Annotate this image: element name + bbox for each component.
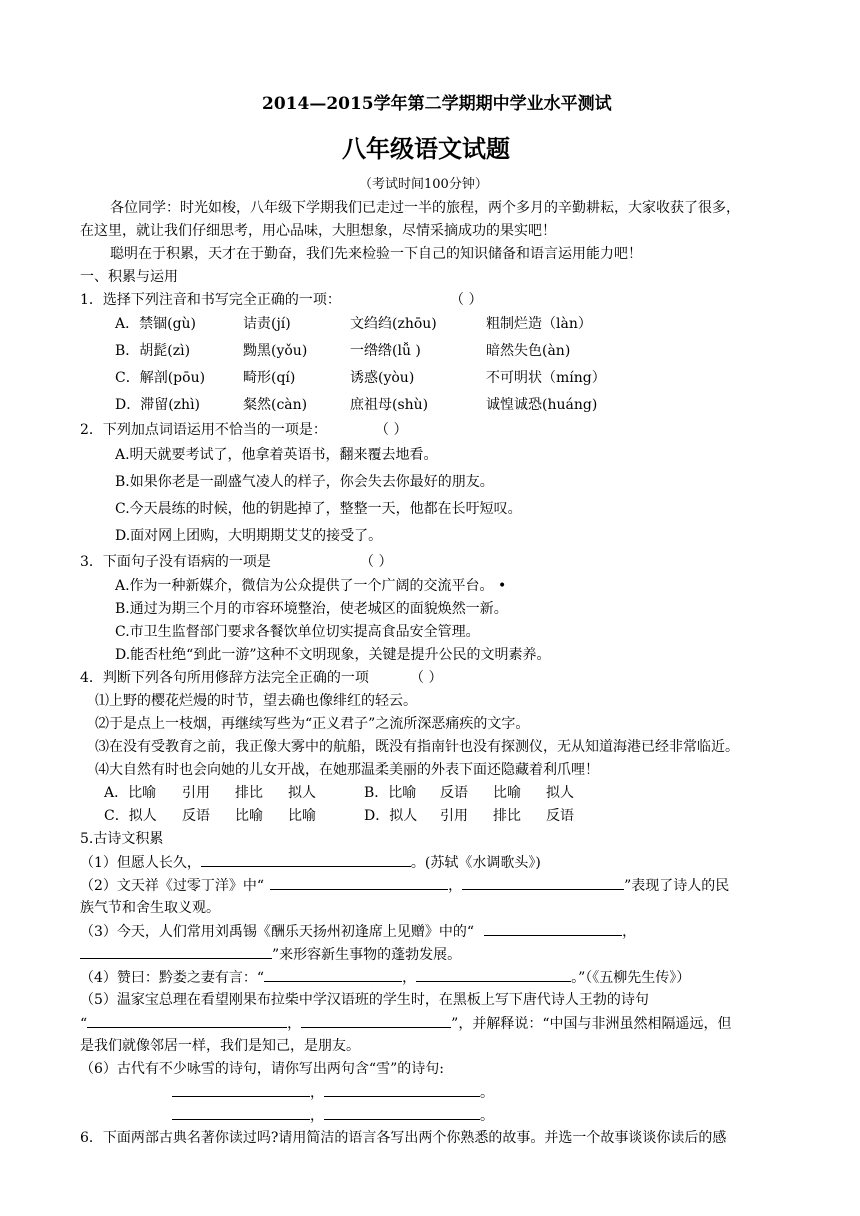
q5-item-3-cont: ”来形容新生事物的蓬勃发展。	[80, 944, 461, 965]
q1-option-a-1: A．禁锢(gù)	[115, 316, 197, 332]
q5-item-6-line-1: ， 。	[172, 1082, 494, 1103]
q1-option-b-4: 暗然失色(àn)	[486, 343, 571, 359]
q5-item-3: （3）今天，人们常用刘禹锡《酬乐天扬州初逢席上见赠》中的“ ，	[80, 921, 636, 942]
question-5-stem: 5.古诗文积累	[80, 831, 164, 847]
q5-blank-1[interactable]	[201, 852, 411, 867]
q4-choice-d-2: 引用	[440, 808, 468, 824]
q3-option-b: B.通过为期三个月的市容环境整治，使老城区的面貌焕然一新。	[115, 601, 508, 617]
q5-blank-2b[interactable]	[462, 875, 624, 890]
q1-option-c-2: 畸形(qí)	[243, 370, 296, 386]
q5-item-1: （1）但愿人长久， 。(苏轼《水调歌头》)	[80, 852, 541, 873]
q1-option-b-2: 黝黑(yǒu)	[243, 343, 308, 359]
q1-option-b-3: 一绺绺(lǚ )	[350, 343, 421, 359]
q3-option-a: A.作为一种新媒介，微信为公众提供了一个广阔的交流平台。 •	[115, 578, 507, 594]
q5-item-6-line-2: ， 。	[172, 1105, 494, 1126]
q3-option-c: C.市卫生监督部门要求各餐饮单位切实提高食品安全管理。	[115, 624, 480, 640]
question-2-answer-paren[interactable]: （ ）	[375, 422, 408, 438]
q4-choice-b-2: 反语	[440, 785, 468, 801]
section-heading: 一、积累与运用	[80, 269, 178, 285]
q4-choice-a-1: A．比喻	[104, 785, 157, 801]
q5-blank-4a[interactable]	[264, 967, 402, 982]
q4-choice-c-1: C．拟人	[104, 808, 157, 824]
question-3-stem: 3．下面句子没有语病的一项是	[80, 554, 271, 570]
q4-sentence-4: ⑷大自然有时也会向她的儿女开战，在她那温柔美丽的外表下面还隐藏着利爪哩！	[95, 762, 599, 778]
q4-choice-c-2: 反语	[182, 808, 210, 824]
q2-option-b: B.如果你老是一副盛气凌人的样子，你会失去你最好的朋友。	[115, 474, 494, 490]
q4-choice-c-4: 比喻	[288, 808, 316, 824]
q4-choice-a-2: 引用	[182, 785, 210, 801]
q1-option-d-1: D．滞留(zhì)	[115, 397, 201, 413]
q4-choice-b-3: 比喻	[493, 785, 521, 801]
q4-choice-d-1: D．拟人	[364, 808, 418, 824]
q5-item-5-cont2: 是我们就像邻居一样，我们是知己，是朋友。	[80, 1038, 360, 1054]
q4-choice-a-4: 拟人	[288, 785, 316, 801]
question-3-answer-paren[interactable]: （ ）	[360, 554, 393, 570]
q4-choice-b-4: 拟人	[546, 785, 574, 801]
q1-option-c-4: 不可明状（míng）	[486, 370, 606, 386]
q1-option-d-2: 粲然(càn)	[243, 397, 308, 413]
q5-blank-3b[interactable]	[80, 944, 272, 959]
exam-duration: （考试时间100分钟）	[359, 177, 488, 192]
q4-sentence-3: ⑶在没有受教育之前，我正像大雾中的航船，既没有指南针也没有探测仪，无从知道海港已经非常临近。	[95, 739, 739, 755]
q5-item-5: （5）温家宝总理在看望刚果布拉柴中学汉语班的学生时，在黑板上写下唐代诗人王勃的诗句	[80, 992, 649, 1008]
question-4-answer-paren[interactable]: （ ）	[410, 670, 443, 686]
q5-blank-6a[interactable]	[172, 1082, 310, 1097]
q1-option-c-1: C．解剖(pōu)	[115, 370, 206, 386]
intro-line-2: 在这里，就让我们仔细思考，用心品味，大胆想象，尽情采摘成功的果实吧！	[80, 223, 556, 239]
question-2-stem: 2．下列加点词语运用不恰当的一项是：	[80, 422, 327, 438]
q1-option-d-3: 庶祖母(shù)	[350, 397, 429, 413]
question-1-stem: 1．选择下列注音和书写完全正确的一项：	[80, 292, 341, 308]
exam-title: 2014—2015学年第二学期期中学业水平测试	[262, 94, 612, 114]
question-4-stem: 4．判断下列各句所用修辞方法完全正确的一项	[80, 670, 369, 686]
q4-choice-d-3: 排比	[493, 808, 521, 824]
q3-option-d: D.能否杜绝“到此一游”这种不文明现象，关键是提升公民的文明素养。	[115, 647, 551, 663]
question-6-stem: 6．下面两部古典名著你读过吗?请用简洁的语言各写出两个你熟悉的故事。并选一个故事谈谈你读后的感	[80, 1130, 727, 1146]
q2-option-d: D.面对网上团购，大明期期艾艾的接受了。	[115, 528, 383, 544]
q4-sentence-2: ⑵于是点上一枝烟，再继续写些为“正义君子”之流所深恶痛疾的文字。	[95, 716, 530, 732]
q5-item-2: （2）文天祥《过零丁洋》中“ ， ”表现了诗人的民	[80, 875, 729, 896]
q5-blank-6d[interactable]	[324, 1105, 480, 1120]
q4-sentence-1: ⑴上野的樱花烂熳的时节，望去确也像绯红的轻云。	[95, 693, 417, 709]
q1-option-a-3: 文绉绉(zhōu)	[350, 316, 437, 332]
q1-option-a-4: 粗制烂造（làn）	[486, 316, 592, 332]
question-1-answer-paren[interactable]: （ ）	[450, 292, 483, 308]
q5-blank-6b[interactable]	[324, 1082, 480, 1097]
q5-item-5-cont: “ ， ”，并解释说：“中国与非洲虽然相隔遥远，但	[80, 1013, 732, 1034]
q4-choice-d-4: 反语	[546, 808, 574, 824]
q5-blank-5b[interactable]	[301, 1013, 451, 1028]
q1-option-c-3: 诱惑(yòu)	[350, 370, 415, 386]
q4-choice-c-3: 比喻	[235, 808, 263, 824]
intro-line-1: 各位同学：时光如梭，八年级下学期我们已走过一半的旅程，两个多月的辛勤耕耘，大家收获了很多，	[110, 200, 740, 216]
intro-line-3: 聪明在于积累，天才在于勤奋，我们先来检验一下自己的知识储备和语言运用能力吧！	[110, 246, 642, 262]
q1-option-b-1: B．胡髭(zì)	[115, 343, 191, 359]
q1-option-a-2: 诘责(jí)	[243, 316, 291, 332]
q5-blank-6c[interactable]	[172, 1105, 310, 1120]
q5-item-6: （6）古代有不少咏雪的诗句，请你写出两句含“雪”的诗句:	[80, 1061, 444, 1077]
q4-choice-a-3: 排比	[235, 785, 263, 801]
q5-blank-3a[interactable]	[484, 921, 622, 936]
q5-item-2-cont: 族气节和舍生取义观。	[80, 900, 220, 916]
q5-item-4: （4）赞曰：黔娄之妻有言：“ ， 。”（《五柳先生传》）	[80, 967, 690, 988]
q5-blank-2a[interactable]	[270, 875, 448, 890]
q1-option-d-4: 诚惶诚恐(huáng)	[486, 397, 598, 413]
subject-title: 八年级语文试题	[342, 135, 510, 163]
q2-option-a: A.明天就要考试了，他拿着英语书，翻来覆去地看。	[115, 447, 438, 463]
q5-blank-5a[interactable]	[87, 1013, 287, 1028]
q5-blank-4b[interactable]	[416, 967, 571, 982]
q4-choice-b-1: B．比喻	[364, 785, 417, 801]
q2-option-c: C.今天晨练的时候，他的钥匙掉了，整整一天，他都在长吁短叹。	[115, 501, 522, 517]
